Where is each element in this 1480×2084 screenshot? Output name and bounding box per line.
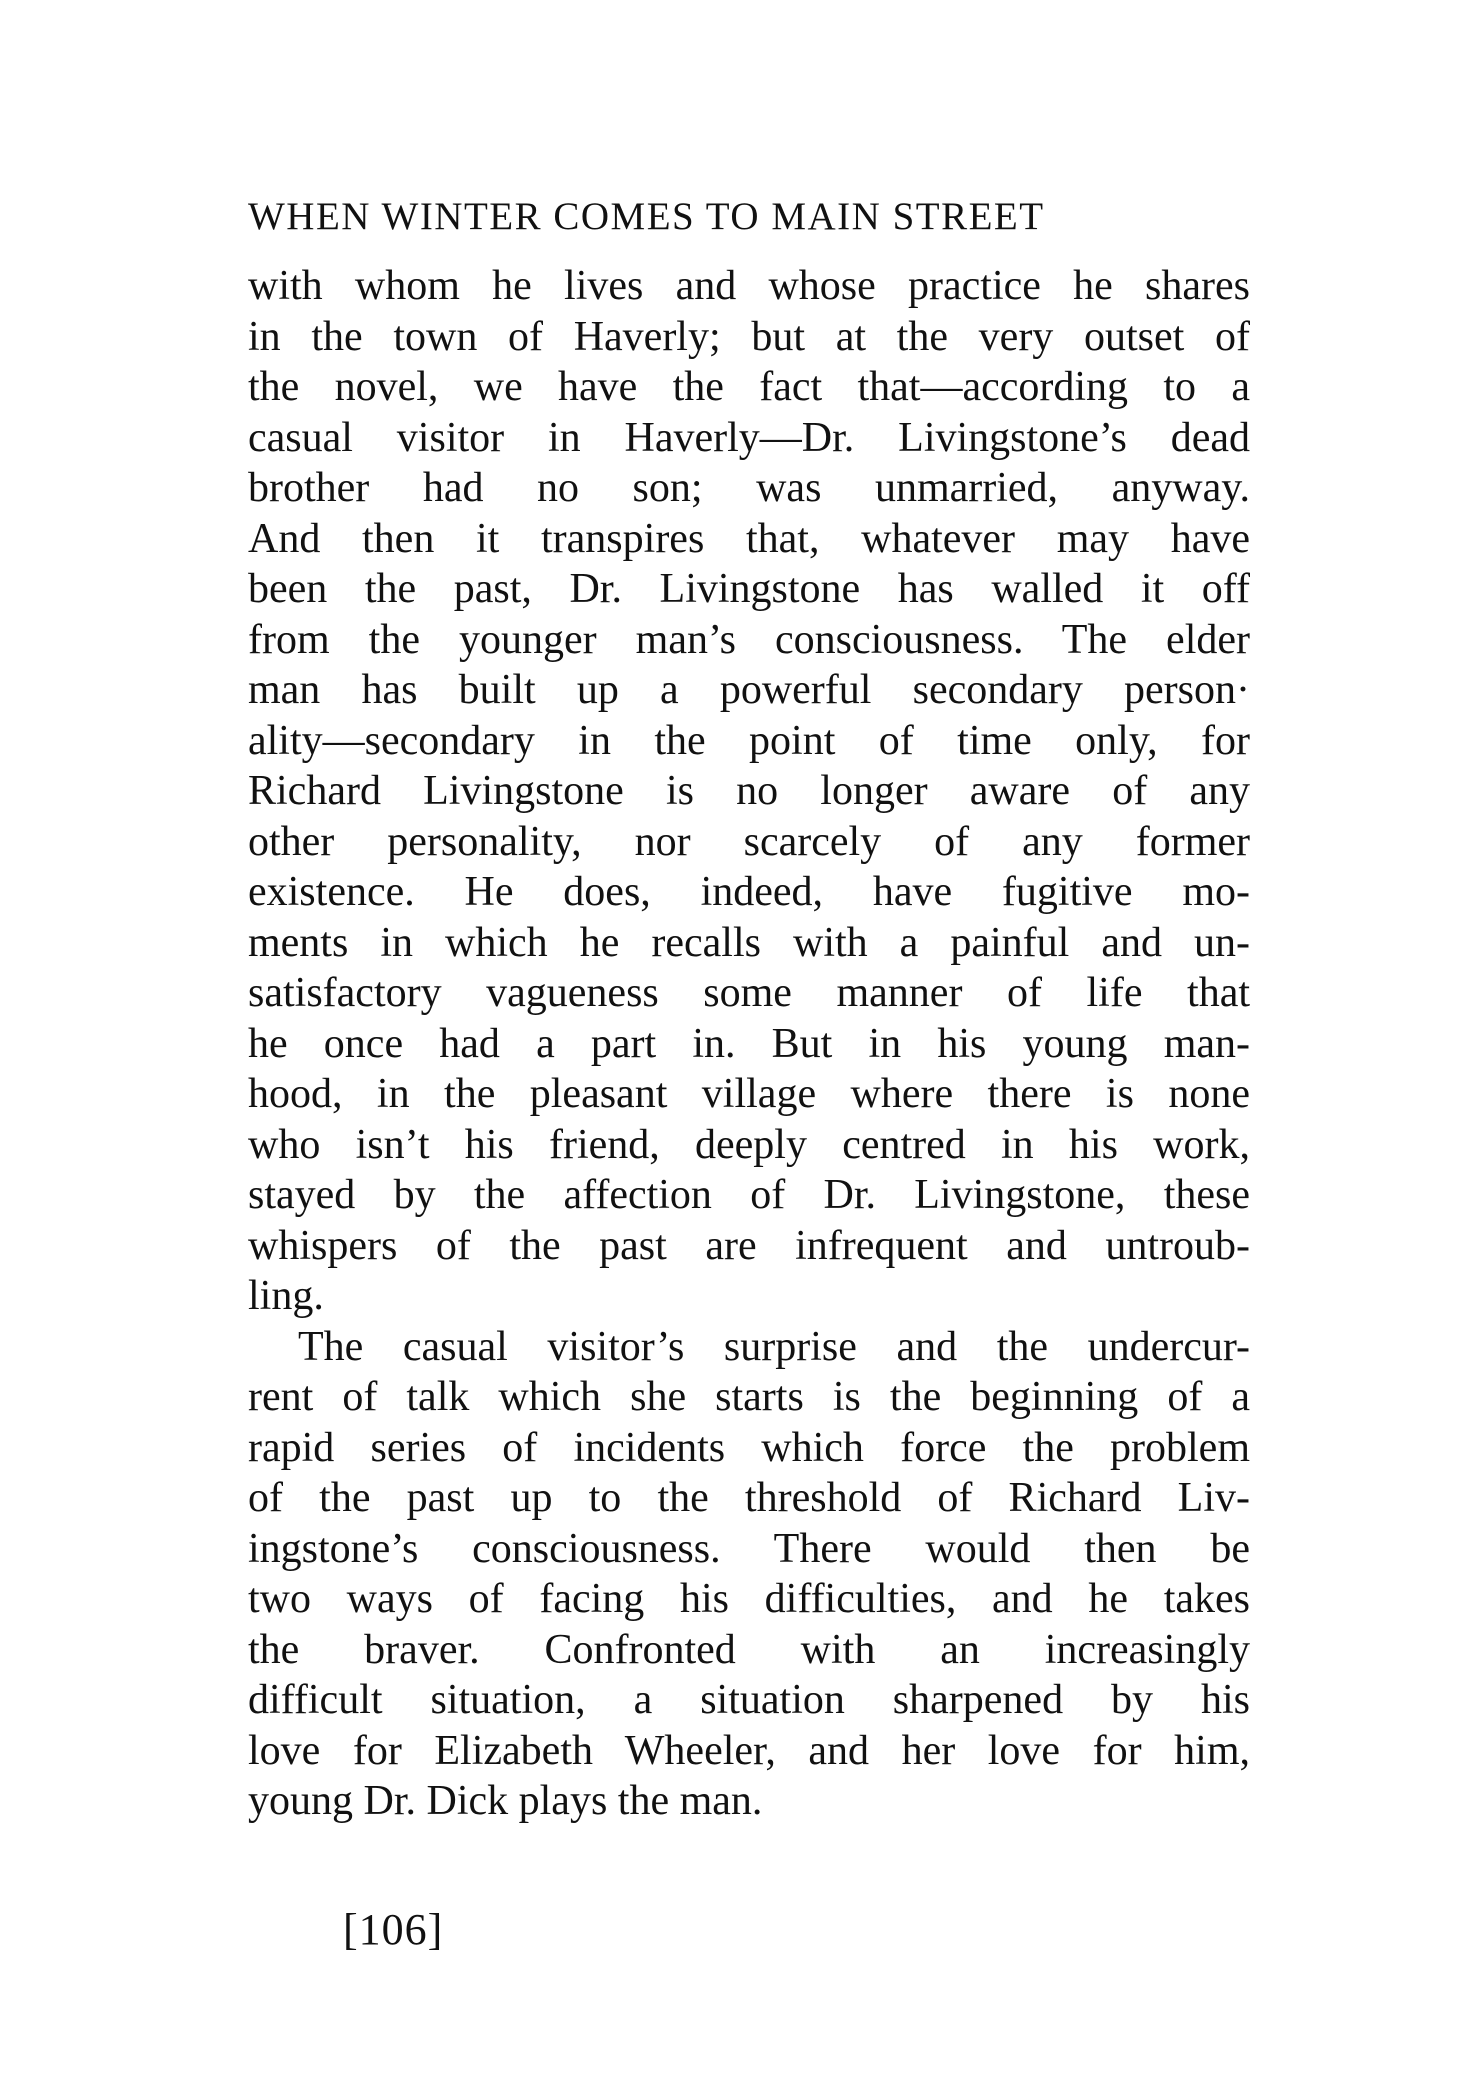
text-line: whispers of the past are infrequent and untroub- [248, 1222, 1250, 1269]
paragraph [248, 1322, 1250, 1827]
running-head: WHEN WINTER COMES TO MAIN STREET [248, 195, 1045, 238]
text-line: the braver. Confronted with an increasingly [248, 1626, 1250, 1673]
text-line: love for Elizabeth Wheeler, and her love for him, [248, 1727, 1250, 1774]
text-line: ments in which he recalls with a painful and un- [248, 919, 1250, 966]
text-line: difficult situation, a situation sharpened by his [248, 1677, 1250, 1723]
text-line: been the past, Dr. Livingstone has walled it off [248, 566, 1250, 612]
text-line: The casual visitor’s surprise and the undercur- [298, 1323, 1250, 1370]
text-line: in the town of Haverly; but at the very outset of [248, 313, 1250, 360]
text-line: who isn’t his friend, deeply centred in his work, [248, 1121, 1250, 1168]
text-line: rent of talk which she starts is the beginning of a [248, 1374, 1250, 1420]
text-line: the novel, we have the fact that—according to a [248, 364, 1250, 410]
text-line: man has built up a powerful secondary person· [248, 667, 1250, 713]
text-line: of the past up to the threshold of Richard Liv- [248, 1475, 1250, 1521]
paragraph [248, 261, 1250, 1322]
body-text [248, 261, 1250, 1827]
text-line: other personality, nor scarcely of any former [248, 818, 1250, 865]
text-line: ling. [248, 1273, 324, 1319]
text-line: ality—secondary in the point of time only, for [248, 717, 1250, 764]
text-line: young Dr. Dick plays the man. [248, 1778, 763, 1824]
text-line: ingstone’s consciousness. There would then be [248, 1525, 1250, 1572]
text-line: Richard Livingstone is no longer aware of any [248, 768, 1250, 814]
text-line: And then it transpires that, whatever may have [248, 515, 1250, 562]
text-line: existence. He does, indeed, have fugitive mo- [248, 869, 1250, 915]
text-line: casual visitor in Haverly—Dr. Livingstone’s dead [248, 414, 1250, 461]
text-line: from the younger man’s consciousness. The elder [248, 616, 1250, 663]
text-line: he once had a part in. But in his young man- [248, 1020, 1250, 1067]
text-line: satisfactory vagueness some manner of life that [248, 970, 1250, 1016]
text-line: stayed by the affection of Dr. Livingstone, these [248, 1172, 1250, 1218]
text-line: two ways of facing his difficulties, and he takes [248, 1576, 1250, 1622]
text-line: with whom he lives and whose practice he shares [248, 263, 1250, 309]
page-number: [106] [343, 1905, 444, 1954]
text-line: hood, in the pleasant village where there is none [248, 1071, 1250, 1117]
text-line: brother had no son; was unmarried, anyway. [248, 465, 1250, 511]
text-line: rapid series of incidents which force the problem [248, 1424, 1250, 1471]
